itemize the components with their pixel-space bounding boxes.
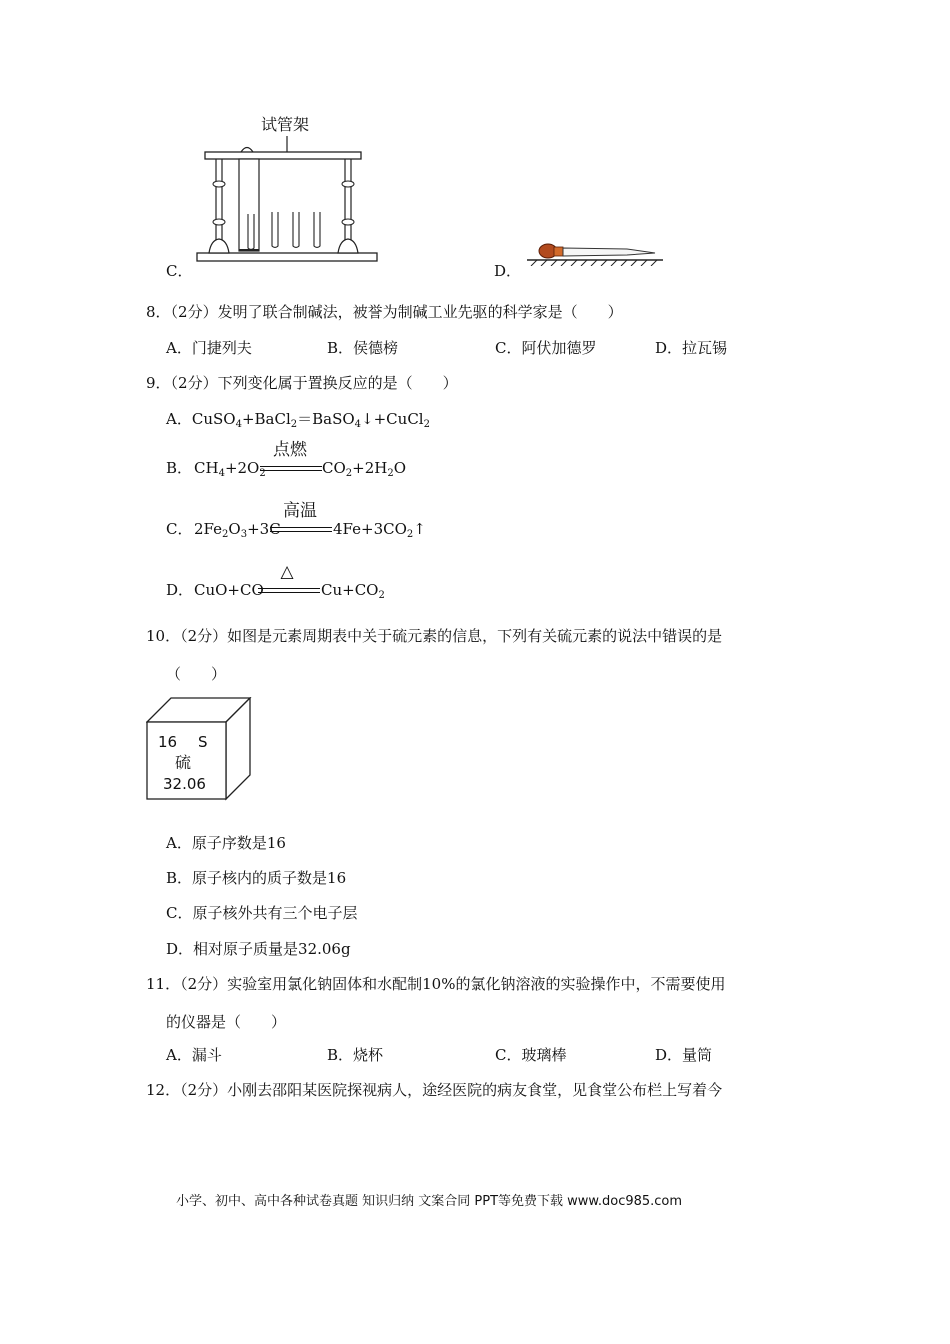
q9-a-sub: 4 — [354, 419, 362, 430]
q10-option-b: B．原子核内的质子数是16 — [166, 869, 347, 887]
q9-a-eq: +BaCl — [241, 410, 291, 428]
q9-option-c-label: C． — [166, 520, 193, 538]
q9-c-left-text: +3C — [247, 520, 281, 538]
figure-c-test-tube-rack — [195, 112, 385, 267]
q9-d-condition: △ — [280, 562, 294, 582]
element-number: 16 — [158, 733, 178, 751]
q9-option-b-label: B． — [166, 459, 193, 477]
element-symbol: S — [198, 733, 208, 751]
q9-a-eq: ＝BaSO — [297, 410, 355, 428]
q9-a-sub: 2 — [290, 419, 298, 430]
q9-stem: 9．（2分）下列变化属于置换反应的是（ ） — [146, 374, 458, 392]
q8-option-c: C．阿伏加德罗 — [495, 339, 597, 357]
q9-option-a — [166, 410, 430, 430]
q9-b-condition: 点燃 — [273, 440, 307, 460]
q10-option-a: A．原子序数是16 — [166, 834, 286, 852]
figure-d-label: D． — [494, 262, 522, 280]
q9-b-sub: 2 — [259, 468, 266, 479]
q8-option-d: D．拉瓦锡 — [655, 339, 728, 357]
test-tube-rack-drawing — [195, 112, 385, 267]
q11-stem: 11．（2分）实验室用氯化钠固体和水配制10%的氯化钠溶液的实验操作中，不需要使用 — [146, 975, 726, 993]
q9-b-right-text: CO — [322, 459, 346, 477]
q9-d-left: CuO+CO — [194, 581, 264, 599]
q9-a-eq: ↓+CuCl — [361, 410, 424, 428]
q9-c-right — [333, 520, 426, 540]
q9-b-right — [322, 459, 407, 479]
q9-b-sub: 2 — [345, 468, 353, 479]
q9-b-left-text: CH — [194, 459, 219, 477]
q9-a-eq: CuSO — [191, 410, 236, 428]
q9-b-right-text: +2H — [352, 459, 388, 477]
q9-c-left-text: 2Fe — [194, 520, 223, 538]
q10-option-c: C．原子核外共有三个电子层 — [166, 904, 358, 922]
q9-d-sub: 2 — [378, 590, 385, 601]
sulfur-element-card — [146, 697, 254, 801]
rack-label: 试管架 — [261, 115, 310, 134]
figure-d-dropper — [527, 236, 667, 266]
q9-b-left — [194, 459, 266, 479]
q8-option-a: A．门捷列夫 — [166, 339, 252, 357]
q8-stem: 8．（2分）发明了联合制碱法，被誉为制碱工业先驱的科学家是（ ） — [146, 303, 623, 321]
element-name: 硫 — [175, 753, 192, 772]
q10-stem-paren: （ ） — [166, 665, 227, 683]
q9-d-right — [321, 581, 385, 601]
q9-a-label: A． — [166, 410, 192, 428]
q12-stem: 12．（2分）小刚去邵阳某医院探视病人，途经医院的病友食堂，见食堂公布栏上写着今 — [146, 1081, 723, 1099]
q10-stem: 10．（2分）如图是元素周期表中关于硫元素的信息，下列有关硫元素的说法中错误的是 — [146, 627, 723, 645]
q9-d-equals — [258, 588, 320, 593]
q11-stem-line2: 的仪器是（ ） — [166, 1013, 287, 1031]
q10-option-d: D．相对原子质量是32.06g — [166, 940, 351, 958]
q9-c-right-text: ↑ — [413, 520, 426, 538]
q9-c-sub: 2 — [222, 529, 229, 540]
q9-c-sub: 2 — [406, 529, 414, 540]
figure-c-label: C． — [166, 262, 193, 280]
q11-option-c: C．玻璃棒 — [495, 1046, 567, 1064]
q11-option-b: B．烧杯 — [327, 1046, 384, 1064]
q9-c-left — [194, 520, 281, 540]
q9-c-condition: 高温 — [283, 501, 317, 521]
q9-b-left-text: +2O — [224, 459, 260, 477]
page-footer: 小学、初中、高中各种试卷真题 知识归纳 文案合同 PPT等免费下载 www.doc985.com — [176, 1194, 683, 1209]
q11-option-d: D．量筒 — [655, 1046, 713, 1064]
element-mass: 32.06 — [163, 775, 206, 793]
q9-b-equals — [260, 466, 322, 471]
q9-c-left-text: O — [228, 520, 241, 538]
q8-option-b: B．侯德榜 — [327, 339, 399, 357]
q9-a-sub: 4 — [235, 419, 242, 430]
q9-b-sub: 2 — [387, 468, 394, 479]
q9-b-right-text: O — [393, 459, 407, 477]
q9-d-right-text: Cu+CO — [321, 581, 379, 599]
q9-a-sub: 2 — [423, 419, 430, 430]
q9-c-sub: 3 — [240, 529, 248, 540]
q9-b-sub: 4 — [218, 468, 225, 479]
q9-option-d-label: D． — [166, 581, 194, 599]
q9-c-right-text: 4Fe+3CO — [333, 520, 407, 538]
q9-c-equals — [270, 527, 332, 532]
q11-option-a: A．漏斗 — [166, 1046, 222, 1064]
